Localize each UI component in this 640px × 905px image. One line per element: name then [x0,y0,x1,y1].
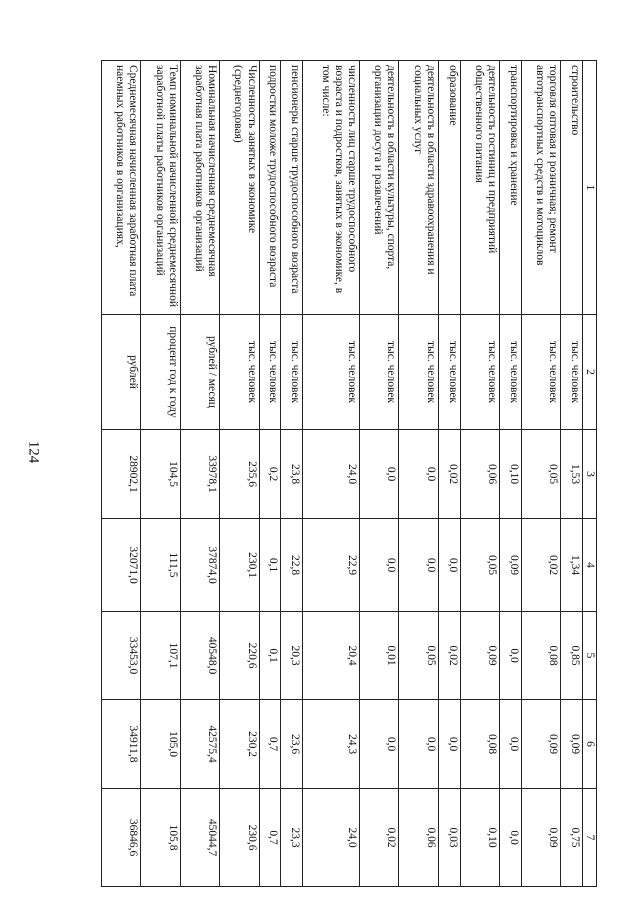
value-cell: 0,08 [521,612,560,700]
value-cell: 24,3 [303,700,360,789]
table-row [141,61,180,887]
table-row [303,61,360,887]
value-cell: 0,02 [521,519,560,612]
row-label: численность лиц старше трудоспособного возраста и подростков, занятых в экономике, в том числе: [303,61,360,315]
row-unit: процент год к году [141,315,180,430]
value-cell: 0,7 [259,700,281,789]
value-cell: 220,6 [220,612,259,700]
value-cell: 0,06 [460,430,499,519]
value-cell: 42575,4 [180,700,219,789]
row-label: Номинальная начисленная среднемесячная заработная плата работников организаций [180,61,219,315]
value-cell: 0,0 [360,700,399,789]
value-cell: 107,1 [141,612,180,700]
table-row [259,61,281,887]
table-row [281,61,303,887]
row-unit: тыс. человек [220,315,259,430]
value-cell: 0,0 [499,700,521,789]
value-cell: 1,34 [561,519,583,612]
table-row [521,61,560,887]
row-unit: тыс. человек [360,315,399,430]
value-cell: 0,09 [499,519,521,612]
row-unit: тыс. человек [303,315,360,430]
value-cell: 0,0 [399,700,438,789]
value-cell: 0,09 [460,612,499,700]
value-cell: 40548,0 [180,612,219,700]
value-cell: 0,0 [438,700,460,789]
column-header: 2 [582,315,596,430]
value-cell: 0,75 [561,789,583,887]
value-cell: 0,0 [499,789,521,887]
table-row [220,61,259,887]
table-header-row [582,61,596,887]
row-unit: тыс. человек [460,315,499,430]
value-cell: 0,05 [521,430,560,519]
value-cell: 0,02 [438,612,460,700]
value-cell: 0,02 [360,789,399,887]
value-cell: 0,08 [460,700,499,789]
value-cell: 0,09 [521,700,560,789]
row-label: деятельность в области здравоохранения и социальных услуг [399,61,438,315]
value-cell: 0,03 [438,789,460,887]
table-row [438,61,460,887]
value-cell: 24,0 [303,430,360,519]
value-cell: 37874,0 [180,519,219,612]
value-cell: 33453,0 [102,612,141,700]
row-label: транспортировка и хранение [499,61,521,315]
row-unit: рублей [102,315,141,430]
value-cell: 235,6 [220,430,259,519]
value-cell: 0,0 [399,430,438,519]
value-cell: 23,3 [281,789,303,887]
value-cell: 33978,1 [180,430,219,519]
table-body [102,61,583,887]
value-cell: 22,9 [303,519,360,612]
value-cell: 230,1 [220,519,259,612]
value-cell: 230,6 [220,789,259,887]
value-cell: 105,8 [141,789,180,887]
row-label: деятельность в области культуры, спорта, организации досуга и развлечений [360,61,399,315]
row-unit: тыс. человек [438,315,460,430]
value-cell: 24,0 [303,789,360,887]
value-cell: 0,0 [438,519,460,612]
value-cell: 0,10 [460,789,499,887]
value-cell: 230,2 [220,700,259,789]
value-cell: 22,8 [281,519,303,612]
value-cell: 0,2 [259,430,281,519]
value-cell: 0,0 [499,612,521,700]
row-label: подростки моложе трудоспособного возраста [259,61,281,315]
column-header: 1 [582,61,596,315]
value-cell: 0,0 [360,430,399,519]
value-cell: 0,1 [259,612,281,700]
table-row [399,61,438,887]
value-cell: 23,8 [281,430,303,519]
value-cell: 0,01 [360,612,399,700]
value-cell: 111,5 [141,519,180,612]
row-label: строительство [561,61,583,315]
row-unit: рублей / месяц [180,315,219,430]
row-unit: тыс. человек [521,315,560,430]
row-unit: тыс. человек [561,315,583,430]
statistics-table [101,60,597,887]
value-cell: 0,06 [399,789,438,887]
value-cell: 20,3 [281,612,303,700]
value-cell: 28902,1 [102,430,141,519]
table-row [360,61,399,887]
table-row [180,61,219,887]
value-cell: 0,0 [399,519,438,612]
table-row [561,61,583,887]
value-cell: 0,0 [360,519,399,612]
row-unit: тыс. человек [281,315,303,430]
value-cell: 0,09 [521,789,560,887]
value-cell: 104,5 [141,430,180,519]
row-unit: тыс. человек [499,315,521,430]
table-row [499,61,521,887]
value-cell: 32071,0 [102,519,141,612]
row-label: пенсионеры старше трудоспособного возраста [281,61,303,315]
value-cell: 34911,8 [102,700,141,789]
value-cell: 105,0 [141,700,180,789]
value-cell: 20,4 [303,612,360,700]
row-label: Численность занятых в экономике (среднегодовая) [220,61,259,315]
table-row [102,61,141,887]
value-cell: 0,02 [438,430,460,519]
row-label: Темп номинальной начисленной среднемесячной заработной платы работников организаций [141,61,180,315]
column-header: 4 [582,519,596,612]
value-cell: 0,85 [561,612,583,700]
column-header: 7 [582,789,596,887]
column-header: 6 [582,700,596,789]
value-cell: 0,05 [399,612,438,700]
value-cell: 1,53 [561,430,583,519]
value-cell: 45044,7 [180,789,219,887]
value-cell: 23,6 [281,700,303,789]
rotated-table-container [101,60,597,886]
page-number: 124 [25,440,42,464]
value-cell: 0,09 [561,700,583,789]
column-header: 5 [582,612,596,700]
value-cell: 36846,6 [102,789,141,887]
value-cell: 0,7 [259,789,281,887]
row-unit: тыс. человек [259,315,281,430]
value-cell: 0,1 [259,519,281,612]
value-cell: 0,05 [460,519,499,612]
row-label: деятельность гостиниц и предприятий общественного питания [460,61,499,315]
row-unit: тыс. человек [399,315,438,430]
column-header: 3 [582,430,596,519]
row-label: образование [438,61,460,315]
row-label: торговля оптовая и розничная; ремонт автотранспортных средств и мотоциклов [521,61,560,315]
row-label: Среднемесячная начисленная заработная плата наемных работников в организациях, [102,61,141,315]
table-row [460,61,499,887]
value-cell: 0,10 [499,430,521,519]
